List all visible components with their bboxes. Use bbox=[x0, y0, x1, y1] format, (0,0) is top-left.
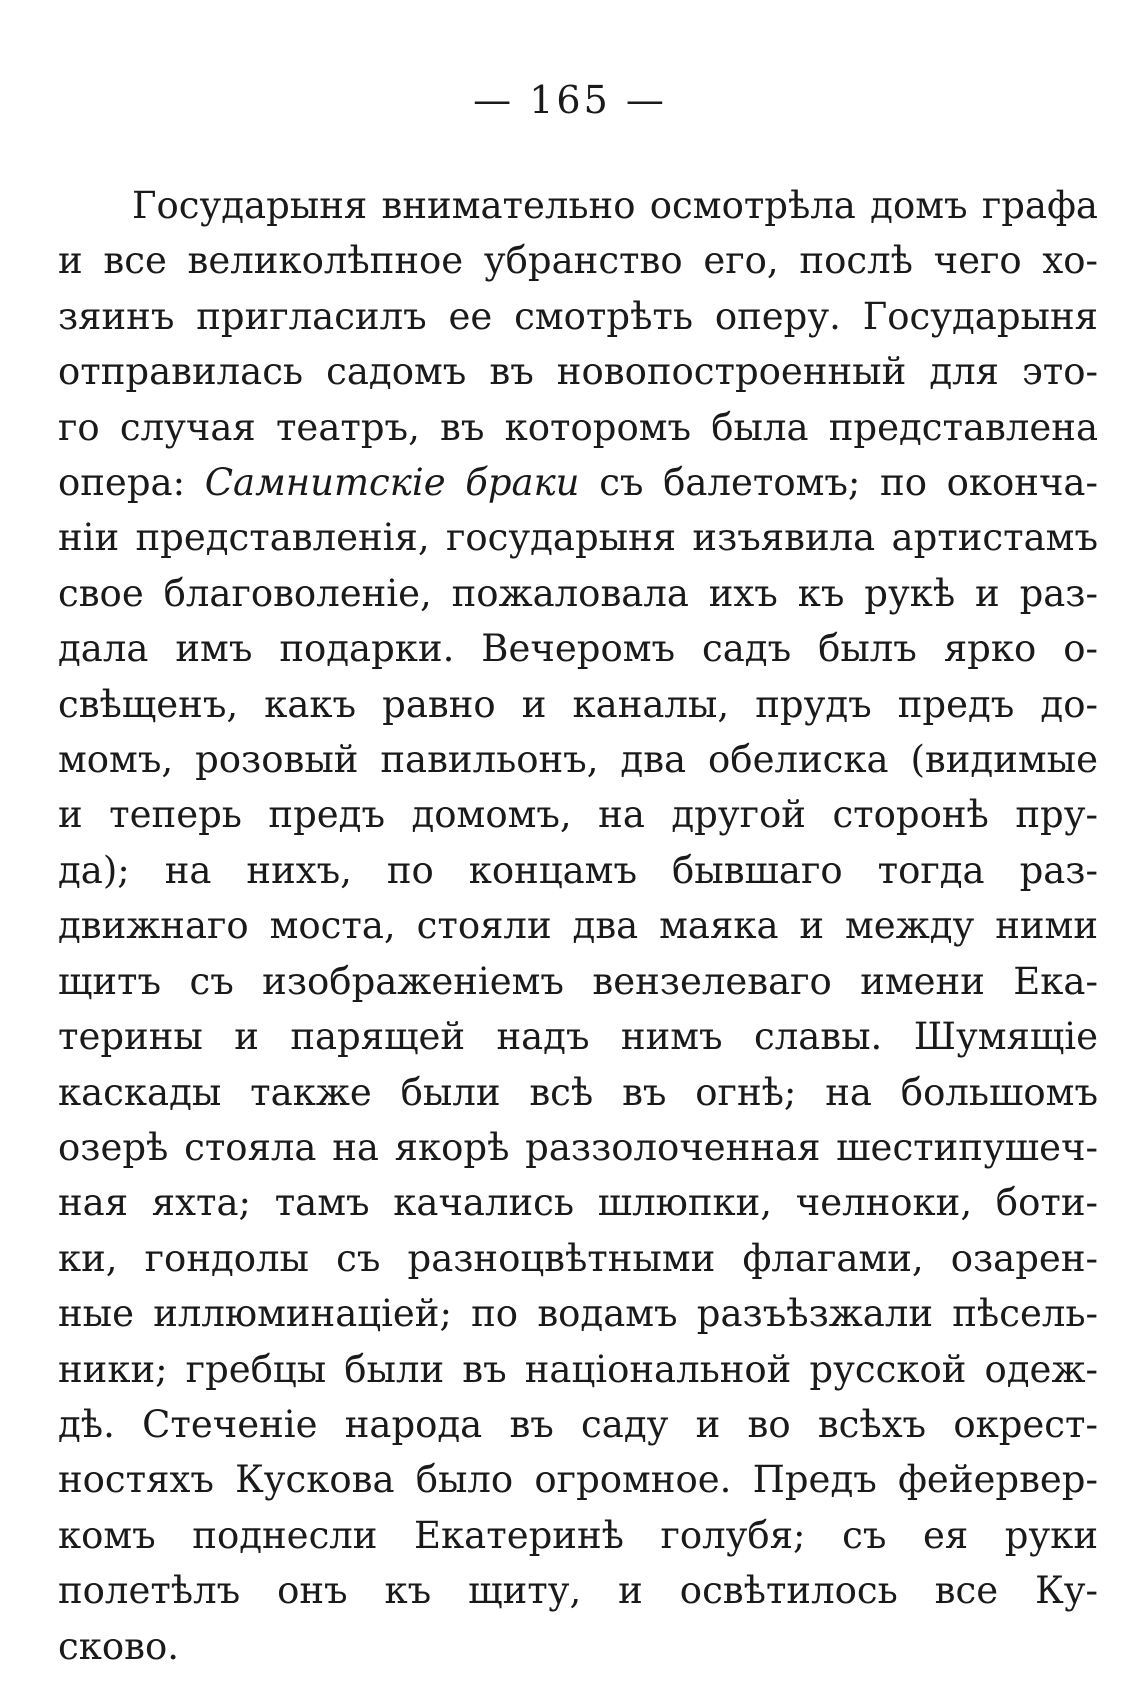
text-line: го случая театръ, въ которомъ была представлена bbox=[58, 405, 1098, 449]
text-line: ная яхта; тамъ качались шлюпки, челноки, боти- bbox=[58, 1181, 1098, 1225]
text-line: и все великолѣпное убранство его, послѣ чего хо- bbox=[58, 239, 1098, 283]
text-line: свое благоволеніе, пожаловала ихъ къ рукѣ и раз- bbox=[58, 571, 1098, 615]
text-line: ніи представленія, государыня изъявила артистамъ bbox=[58, 516, 1098, 560]
text-fragment: съ балетомъ; по оконча- bbox=[599, 461, 1098, 505]
text-line: Государыня внимательно осмотрѣла домъ графа bbox=[132, 184, 1098, 227]
body-text bbox=[58, 178, 1098, 1674]
text-line: щитъ съ изображеніемъ вензелеваго имени Ека- bbox=[58, 959, 1098, 1003]
text-line: момъ, розовый павильонъ, два обелиска (видимые bbox=[58, 738, 1098, 782]
text-line: каскады также были всѣ въ огнѣ; на большомъ bbox=[58, 1070, 1098, 1114]
text-line: ки, гондолы съ разноцвѣтными флагами, озарен- bbox=[58, 1236, 1098, 1280]
text-line: отправилась садомъ въ новопостроенный для это- bbox=[58, 350, 1098, 394]
text-line: движнаго моста, стояли два маяка и между ними bbox=[58, 904, 1098, 948]
text-line: терины и парящей надъ нимъ славы. Шумящіе bbox=[58, 1015, 1098, 1059]
text-line: свѣщенъ, какъ равно и каналы, прудъ предъ до- bbox=[58, 682, 1098, 726]
text-line: комъ поднесли Екатеринѣ голубя; съ ея руки bbox=[58, 1513, 1098, 1557]
text-line: ники; гребцы были въ національной русской одеж- bbox=[58, 1347, 1098, 1391]
text-line: ностяхъ Кускова было огромное. Предъ фейервер- bbox=[58, 1458, 1098, 1502]
text-line-mixed bbox=[58, 455, 1098, 510]
text-fragment: опера: bbox=[58, 461, 186, 505]
text-line: и теперь предъ домомъ, на другой сторонѣ пру- bbox=[58, 793, 1098, 837]
text-line: озерѣ стояла на якорѣ раззолоченная шестипушеч- bbox=[58, 1125, 1098, 1169]
opera-title: Самнитскіе браки bbox=[204, 461, 580, 505]
page-number: — 165 — bbox=[473, 78, 667, 122]
text-line: да); на нихъ, по концамъ бывшаго тогда раз- bbox=[58, 848, 1098, 892]
text-line: ные иллюминаціей; по водамъ разъѣзжали пѣсель- bbox=[58, 1292, 1098, 1336]
text-line: полетѣлъ онъ къ щиту, и освѣтилось все Ку- bbox=[58, 1569, 1098, 1613]
text-line: зяинъ пригласилъ ее смотрѣть оперу. Государыня bbox=[58, 294, 1098, 338]
text-line: сково. bbox=[58, 1624, 179, 1668]
text-line: дѣ. Стеченіе народа въ саду и во всѣхъ окрест- bbox=[58, 1402, 1098, 1446]
text-line: дала имъ подарки. Вечеромъ садъ былъ ярко о- bbox=[58, 627, 1098, 671]
